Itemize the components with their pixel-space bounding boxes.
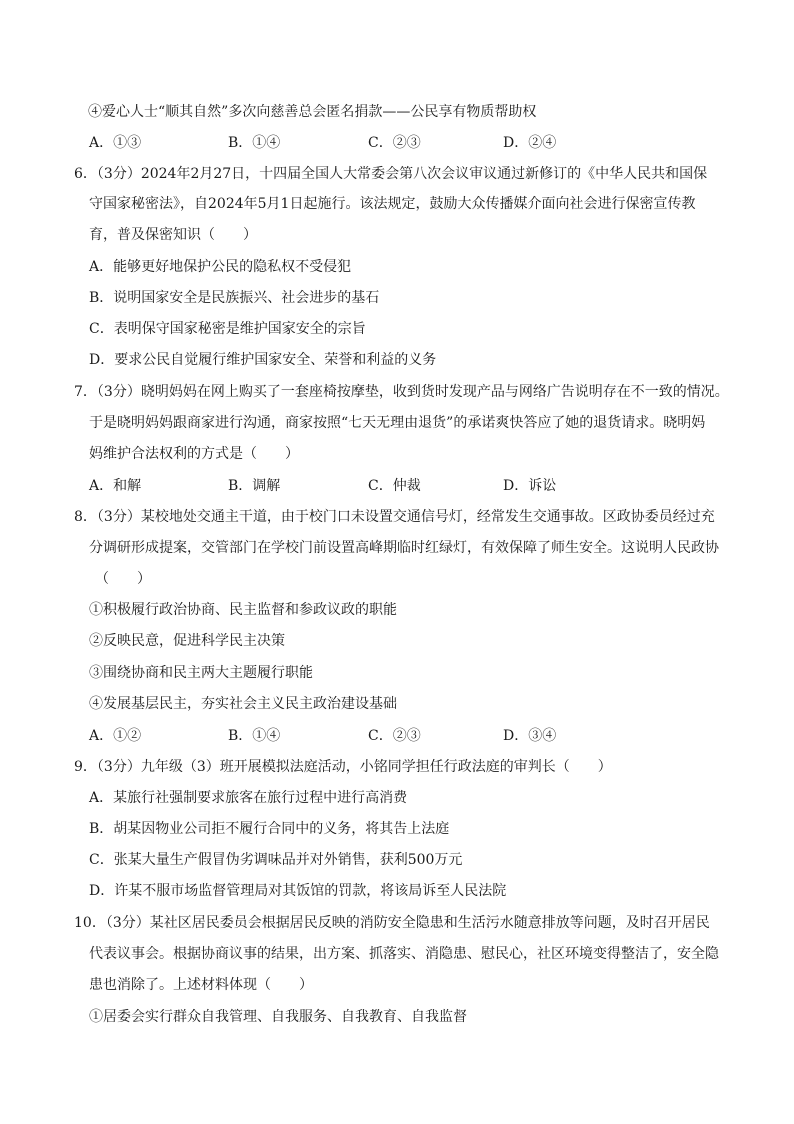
q8-item-1: ①积极履行政治协商、民主监督和参政议政的职能 bbox=[89, 602, 397, 618]
q8-stem-line-3: （ ） bbox=[95, 571, 151, 587]
q6-choice-c[interactable]: C．表明保守国家秘密是维护国家安全的宗旨 bbox=[89, 321, 366, 337]
q8-option-a[interactable]: A．①② bbox=[89, 728, 142, 744]
q9-choice-b[interactable]: B．胡某因物业公司拒不履行合同中的义务，将其告上法庭 bbox=[89, 821, 450, 837]
q8-option-d[interactable]: D．③④ bbox=[503, 728, 557, 744]
q7-stem-line-2: 于是晓明妈妈跟商家进行沟通，商家按照“七天无理由退货”的承诺爽快答应了她的退货请求。晓明妈 bbox=[89, 415, 706, 431]
q6-stem-line-3: 育，普及保密知识（ ） bbox=[89, 227, 257, 243]
q5-option-b[interactable]: B．①④ bbox=[228, 135, 281, 151]
q10-item-1: ①居委会实行群众自我管理、自我服务、自我教育、自我监督 bbox=[89, 1009, 467, 1025]
q10-stem-line-3: 患也消除了。上述材料体现（ ） bbox=[89, 977, 313, 993]
q6-choice-d[interactable]: D．要求公民自觉履行维护国家安全、荣誉和利益的义务 bbox=[89, 352, 437, 368]
q5-option-a[interactable]: A．①③ bbox=[89, 135, 142, 151]
q10-stem-line-1: 10．（3分）某社区居民委员会根据居民反映的消防安全隐患和生活污水随意排放等问题，及时召开居民 bbox=[74, 915, 710, 931]
q8-stem-line-1: 8．（3分）某校地处交通主干道，由于校门口未设置交通信号灯，经常发生交通事故。区政协委员经过充 bbox=[74, 509, 715, 525]
q5-option-d[interactable]: D．②④ bbox=[503, 135, 557, 151]
q5-item-4: ④爱心人士“顺其自然”多次向慈善总会匿名捐款——公民享有物质帮助权 bbox=[88, 104, 537, 120]
q6-stem-line-1: 6．（3分）2024年2月27日，十四届全国人大常委会第八次会议审议通过新修订的《中华人民共和国保 bbox=[74, 166, 708, 182]
q5-option-c[interactable]: C．②③ bbox=[368, 135, 421, 151]
q6-choice-b[interactable]: B．说明国家安全是民族振兴、社会进步的基石 bbox=[89, 290, 380, 306]
q7-stem-line-1: 7．（3分）晓明妈妈在网上购买了一套座椅按摩垫，收到货时发现产品与网络广告说明存在不一致的情况。 bbox=[74, 384, 729, 400]
q8-item-4: ④发展基层民主，夯实社会主义民主政治建设基础 bbox=[89, 696, 397, 712]
q7-option-d[interactable]: D．诉讼 bbox=[503, 478, 557, 494]
q9-choice-d[interactable]: D．许某不服市场监督管理局对其饭馆的罚款，将该局诉至人民法院 bbox=[89, 883, 507, 899]
q8-option-c[interactable]: C．②③ bbox=[368, 728, 421, 744]
q7-stem-line-3: 妈维护合法权利的方式是（ ） bbox=[89, 446, 299, 462]
q8-item-3: ③围绕协商和民主两大主题履行职能 bbox=[89, 665, 313, 681]
q7-option-b[interactable]: B．调解 bbox=[228, 478, 281, 494]
q9-choice-c[interactable]: C．张某大量生产假冒伪劣调味品并对外销售，获利500万元 bbox=[89, 852, 463, 868]
q6-choice-a[interactable]: A．能够更好地保护公民的隐私权不受侵犯 bbox=[89, 259, 352, 275]
q9-choice-a[interactable]: A．某旅行社强制要求旅客在旅行过程中进行高消费 bbox=[89, 790, 408, 806]
q6-stem-line-2: 守国家秘密法》，自2024年5月1日起施行。该法规定，鼓励大众传播媒介面向社会进行保密宣传教 bbox=[89, 196, 696, 212]
q8-stem-line-2: 分调研形成提案，交管部门在学校门前设置高峰期临时红绿灯，有效保障了师生安全。这说明人民政协 bbox=[89, 540, 719, 556]
q9-stem: 9．（3分）九年级（3）班开展模拟法庭活动，小铭同学担任行政法庭的审判长（ ） bbox=[74, 759, 612, 775]
q7-option-c[interactable]: C．仲裁 bbox=[368, 478, 421, 494]
q8-item-2: ②反映民意，促进科学民主决策 bbox=[89, 633, 285, 649]
q8-option-b[interactable]: B．①④ bbox=[228, 728, 281, 744]
q7-option-a[interactable]: A．和解 bbox=[89, 478, 142, 494]
q10-stem-line-2: 代表议事会。根据协商议事的结果，出方案、抓落实、消隐患、慰民心，社区环境变得整洁了，安全隐 bbox=[89, 946, 719, 962]
